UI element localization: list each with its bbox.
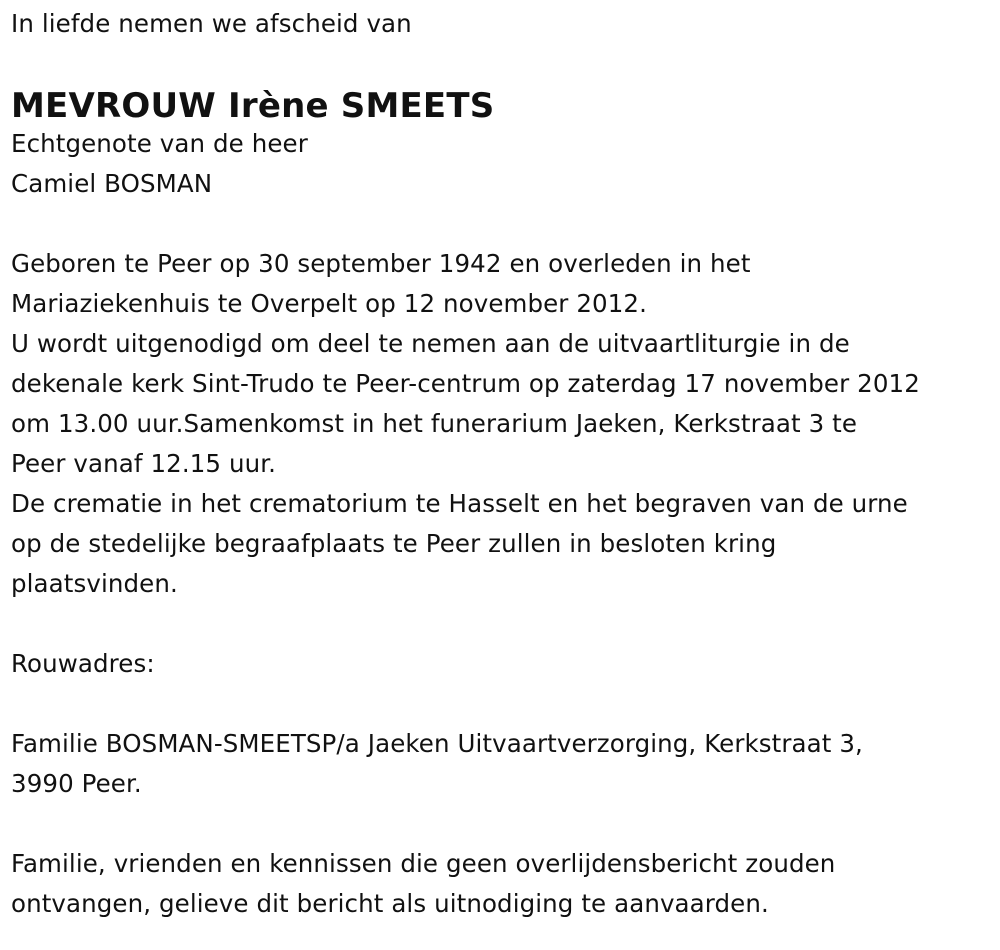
spouse-line-1: Echtgenote van de heer — [11, 129, 308, 158]
details-paragraph — [11, 244, 1000, 604]
details-line: plaatsvinden. — [11, 569, 178, 598]
address-block — [11, 724, 1000, 804]
details-line: Geboren te Peer op 30 september 1942 en overleden in het — [11, 249, 751, 278]
spacer — [11, 204, 1000, 244]
address-line: 3990 Peer. — [11, 769, 142, 798]
closing-line: Familie, vrienden en kennissen die geen overlijdensbericht zouden — [11, 849, 836, 878]
closing-line: ontvangen, gelieve dit bericht als uitnodiging te aanvaarden. — [11, 889, 769, 918]
details-line: U wordt uitgenodigd om deel te nemen aan de uitvaartliturgie in de — [11, 329, 850, 358]
spacer — [11, 684, 1000, 724]
details-line: De crematie in het crematorium te Hasselt en het begraven van de urne — [11, 489, 908, 518]
address-line: Familie BOSMAN-SMEETSP/a Jaeken Uitvaartverzorging, Kerkstraat 3, — [11, 729, 863, 758]
deceased-name: MEVROUW Irène SMEETS — [11, 86, 495, 126]
spacer — [11, 804, 1000, 844]
details-line: dekenale kerk Sint-Trudo te Peer-centrum op zaterdag 17 november 2012 — [11, 369, 920, 398]
address-label: Rouwadres: — [11, 649, 155, 678]
details-line: op de stedelijke begraafplaats te Peer zullen in besloten kring — [11, 529, 777, 558]
intro-text: In liefde nemen we afscheid van — [11, 9, 412, 38]
spacer — [11, 604, 1000, 644]
spouse-line-2: Camiel BOSMAN — [11, 169, 213, 198]
details-line: Mariaziekenhuis te Overpelt op 12 november 2012. — [11, 289, 648, 318]
closing-paragraph — [11, 844, 1000, 924]
details-line: Peer vanaf 12.15 uur. — [11, 449, 277, 478]
details-line: om 13.00 uur.Samenkomst in het funerarium Jaeken, Kerkstraat 3 te — [11, 409, 858, 438]
